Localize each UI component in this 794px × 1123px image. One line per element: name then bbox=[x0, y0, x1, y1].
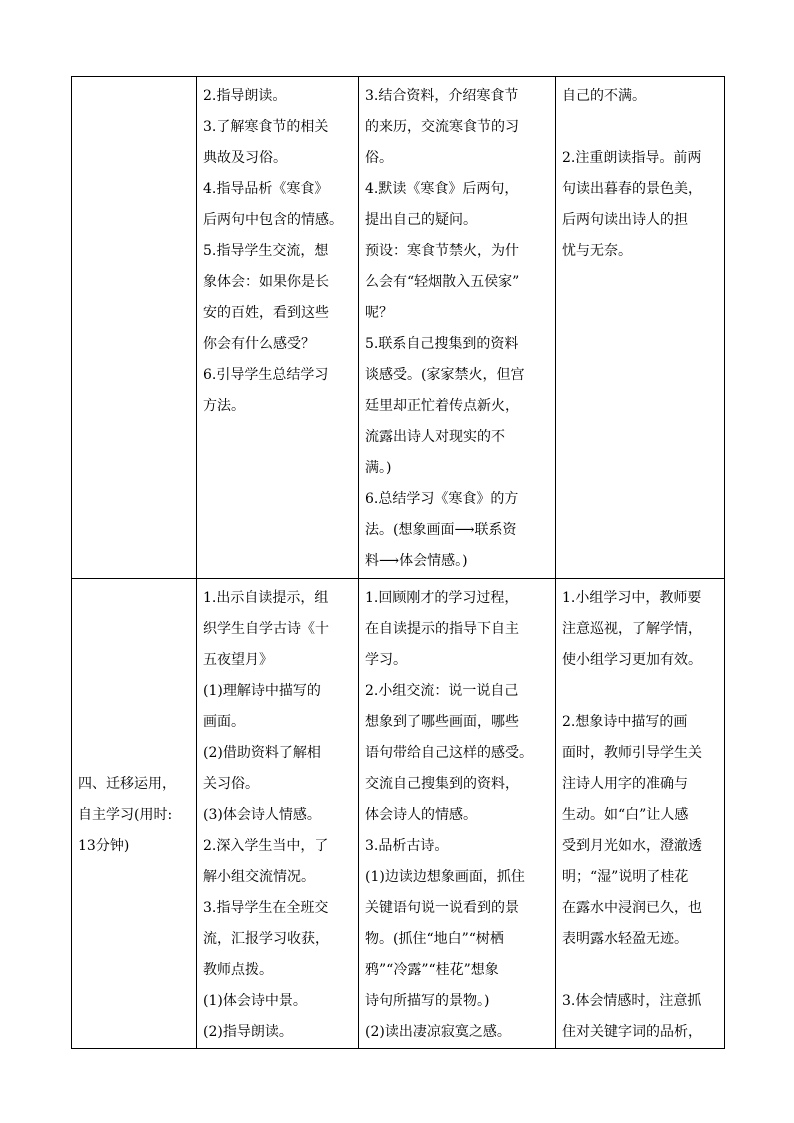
text-line: 物。(抓住“地白”“树栖 bbox=[365, 931, 504, 947]
text-line: 后两句读出诗人的担 bbox=[562, 212, 688, 228]
student-activity-cell bbox=[359, 77, 556, 579]
text-line: 诗句所描写的景物。) bbox=[365, 993, 490, 1009]
text-line: (1)边读边想象画面，抓住 bbox=[365, 869, 525, 885]
teacher-activity-cell bbox=[197, 579, 359, 1049]
text-line: 鸦”“冷露”“桂花”想象 bbox=[365, 962, 499, 978]
text-line: 的来历，交流寒食节的习 bbox=[365, 119, 519, 135]
text-line: (2)读出凄凉寂寞之感。 bbox=[365, 1024, 511, 1040]
text-line: 语句带给自己这样的感受。 bbox=[365, 745, 533, 761]
text-line: 自己的不满。 bbox=[562, 88, 646, 104]
text-line: 五夜望月》 bbox=[203, 652, 273, 668]
text-line: 料⟶体会情感。) bbox=[365, 553, 468, 569]
text-line: 体会诗人的情感。 bbox=[365, 807, 477, 823]
text-line: 4.指导品析《寒食》 bbox=[203, 181, 329, 197]
text-line: 注意巡视，了解学情， bbox=[562, 621, 702, 637]
text-line: 表明露水轻盈无迹。 bbox=[562, 931, 688, 947]
text-line: 明；“湿”说明了桂花 bbox=[562, 869, 689, 885]
text-line: 注诗人用字的准确与 bbox=[562, 776, 688, 792]
text-line: 呢？ bbox=[365, 305, 393, 321]
text-line bbox=[562, 112, 720, 143]
text-line: (2)借助资料了解相 bbox=[203, 745, 321, 761]
text-line: 2.小组交流：说一说自己 bbox=[365, 683, 519, 699]
text-line: 你会有什么感受？ bbox=[203, 336, 315, 352]
text-line: 交流自己搜集到的资料， bbox=[365, 776, 519, 792]
text-line: 自主学习(用时: bbox=[78, 807, 173, 823]
text-line: 典故及习俗。 bbox=[203, 150, 287, 166]
text-line: 2.指导朗读。 bbox=[203, 88, 287, 104]
text-line: 1.回顾刚才的学习过程， bbox=[365, 590, 519, 606]
text-line: 么会有“轻烟散入五侯家” bbox=[365, 274, 520, 290]
text-line: 1.小组学习中，教师要 bbox=[562, 590, 702, 606]
text-line: 2.深入学生当中，了 bbox=[203, 838, 329, 854]
text-line: 俗。 bbox=[365, 150, 393, 166]
text-line: 3.体会情感时，注意抓 bbox=[562, 993, 702, 1009]
text-line: (2)指导朗读。 bbox=[203, 1024, 293, 1040]
design-note-cell bbox=[556, 579, 725, 1049]
text-line: 2.注重朗读指导。前两 bbox=[562, 150, 702, 166]
text-line: 忧与无奈。 bbox=[562, 243, 632, 259]
text-line: 5.联系自己搜集到的资料 bbox=[365, 336, 519, 352]
text-line: 在自读提示的指导下自主 bbox=[365, 621, 519, 637]
student-activity-cell bbox=[359, 579, 556, 1049]
text-line: 4.默读《寒食》后两句， bbox=[365, 181, 519, 197]
text-line: 5.指导学生交流，想 bbox=[203, 243, 329, 259]
stage-cell bbox=[72, 77, 197, 579]
text-line: 面时，教师引导学生关 bbox=[562, 745, 702, 761]
text-line: 住对关键字词的品析， bbox=[562, 1024, 702, 1040]
text-line: 使小组学习更加有效。 bbox=[562, 652, 702, 668]
text-line: 画面。 bbox=[203, 714, 245, 730]
text-line: 生动。如“白”让人感 bbox=[562, 807, 689, 823]
text-line: 学习。 bbox=[365, 652, 407, 668]
text-line: 关习俗。 bbox=[203, 776, 259, 792]
text-line: 后两句中包含的情感。 bbox=[203, 212, 343, 228]
text-line: (1)体会诗中景。 bbox=[203, 993, 307, 1009]
text-line: 流露出诗人对现实的不 bbox=[365, 429, 505, 445]
text-line: 13分钟) bbox=[78, 838, 130, 854]
table-row bbox=[72, 77, 725, 579]
text-line: 织学生自学古诗《十 bbox=[203, 621, 329, 637]
text-line: (1)理解诗中描写的 bbox=[203, 683, 321, 699]
text-line: 想象到了哪些画面，哪些 bbox=[365, 714, 519, 730]
text-line: 受到月光如水，澄澈透 bbox=[562, 838, 702, 854]
text-line: 象体会：如果你是长 bbox=[203, 274, 329, 290]
design-note-cell bbox=[556, 77, 725, 579]
text-line: 满。) bbox=[365, 460, 392, 476]
text-line: 提出自己的疑问。 bbox=[365, 212, 477, 228]
teacher-activity-cell bbox=[197, 77, 359, 579]
stage-cell bbox=[72, 579, 197, 1049]
text-line: 方法。 bbox=[203, 398, 245, 414]
text-line: 流，汇报学习收获， bbox=[203, 931, 329, 947]
text-line: 教师点拨。 bbox=[203, 962, 273, 978]
text-line: 3.结合资料，介绍寒食节 bbox=[365, 88, 519, 104]
lesson-plan-table bbox=[71, 76, 725, 1049]
text-line: 安的百姓，看到这些 bbox=[203, 305, 329, 321]
text-line: 谈感受。(家家禁火，但宫 bbox=[365, 367, 525, 383]
text-line: 在露水中浸润已久，也 bbox=[562, 900, 702, 916]
text-line: 1.出示自读提示，组 bbox=[203, 590, 329, 606]
text-line: (3)体会诗人情感。 bbox=[203, 807, 321, 823]
text-line: 6.引导学生总结学习 bbox=[203, 367, 329, 383]
text-line: 句读出暮春的景色美， bbox=[562, 181, 702, 197]
text-line bbox=[562, 676, 720, 707]
table-row bbox=[72, 579, 725, 1049]
text-line: 3.了解寒食节的相关 bbox=[203, 119, 329, 135]
text-line: 预设：寒食节禁火，为什 bbox=[365, 243, 519, 259]
text-line bbox=[562, 955, 720, 986]
text-line: 四、迁移运用， bbox=[78, 776, 176, 792]
text-line: 3.品析古诗。 bbox=[365, 838, 449, 854]
text-line: 关键语句说一说看到的景 bbox=[365, 900, 519, 916]
text-line: 廷里却正忙着传点新火， bbox=[365, 398, 519, 414]
text-line: 法。(想象画面⟶联系资 bbox=[365, 522, 517, 538]
text-line: 6.总结学习《寒食》的方 bbox=[365, 491, 519, 507]
text-line: 2.想象诗中描写的画 bbox=[562, 714, 688, 730]
text-line: 3.指导学生在全班交 bbox=[203, 900, 329, 916]
text-line: 解小组交流情况。 bbox=[203, 869, 315, 885]
